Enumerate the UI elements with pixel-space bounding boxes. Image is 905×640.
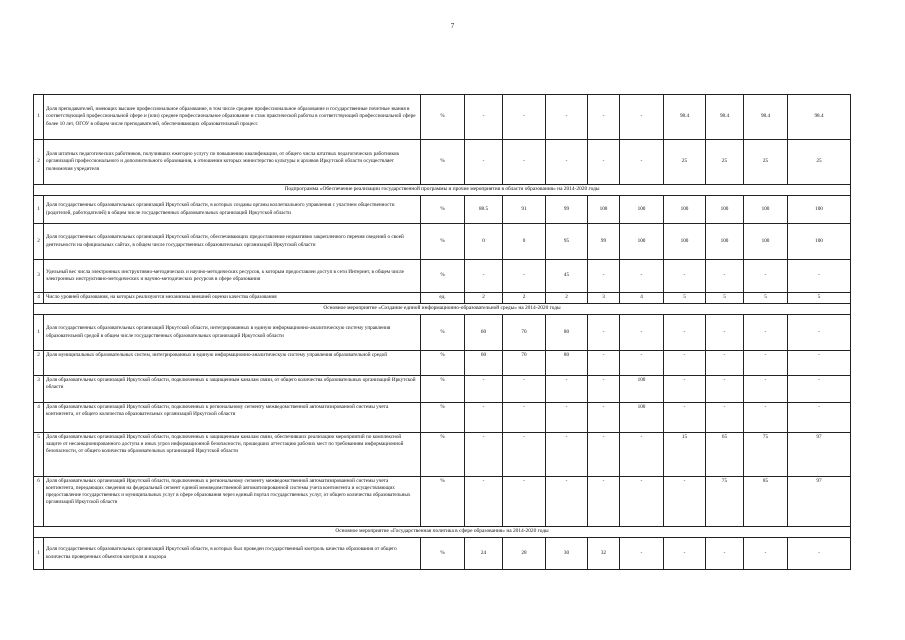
value-cell: 95 xyxy=(546,224,588,260)
value-cell: 30 xyxy=(546,538,588,570)
value-cell: - xyxy=(503,477,546,527)
value-cell: - xyxy=(546,477,588,527)
value-cell: - xyxy=(706,403,744,433)
table-body xyxy=(34,95,851,570)
value-cell: - xyxy=(588,433,620,477)
value-cell: - xyxy=(788,260,851,293)
value-cell: 100 xyxy=(744,224,788,260)
value-cell: - xyxy=(503,140,546,185)
row-number-cell: 2 xyxy=(34,351,44,376)
value-cell: 85 xyxy=(744,477,788,527)
value-cell: - xyxy=(744,315,788,351)
value-cell: 97 xyxy=(788,477,851,527)
value-cell: - xyxy=(546,433,588,477)
row-number-cell: 4 xyxy=(34,293,44,304)
table-row xyxy=(34,293,851,304)
unit-cell: % xyxy=(421,351,465,376)
value-cell: - xyxy=(664,351,706,376)
value-cell: 98.4 xyxy=(788,95,851,140)
value-cell: 99 xyxy=(588,224,620,260)
row-number-cell: 3 xyxy=(34,376,44,403)
value-cell: 75 xyxy=(744,433,788,477)
value-cell: - xyxy=(588,315,620,351)
section-title: Основное мероприятие «Создание единой информационно-образовательной среды» на 2014-2020 годы xyxy=(34,304,851,315)
value-cell: - xyxy=(620,351,664,376)
value-cell: 60 xyxy=(465,351,503,376)
value-cell: - xyxy=(620,315,664,351)
value-cell: - xyxy=(465,477,503,527)
value-cell: 25 xyxy=(744,140,788,185)
page-number: 7 xyxy=(450,22,455,30)
value-cell: - xyxy=(503,260,546,293)
value-cell: 3 xyxy=(588,293,620,304)
value-cell: - xyxy=(588,140,620,185)
table-row xyxy=(34,140,851,185)
unit-cell: % xyxy=(421,376,465,403)
value-cell: 0 xyxy=(503,224,546,260)
unit-cell: ед. xyxy=(421,293,465,304)
value-cell: - xyxy=(503,376,546,403)
section-header-row xyxy=(34,527,851,538)
value-cell: - xyxy=(664,260,706,293)
value-cell: - xyxy=(788,403,851,433)
section-title: Основное мероприятие «Государственная политика в сфере образования» на 2014-2020 годы xyxy=(34,527,851,538)
value-cell: 80 xyxy=(546,315,588,351)
value-cell: - xyxy=(546,376,588,403)
value-cell: 98.4 xyxy=(664,95,706,140)
value-cell: 25 xyxy=(664,140,706,185)
value-cell: - xyxy=(588,95,620,140)
value-cell: 100 xyxy=(620,403,664,433)
value-cell: 80 xyxy=(546,351,588,376)
value-cell: - xyxy=(465,403,503,433)
unit-cell: % xyxy=(421,477,465,527)
value-cell: - xyxy=(503,403,546,433)
value-cell: - xyxy=(546,95,588,140)
value-cell: - xyxy=(664,403,706,433)
value-cell: - xyxy=(706,376,744,403)
table-row xyxy=(34,351,851,376)
value-cell: 100 xyxy=(706,196,744,224)
value-cell: 24 xyxy=(465,538,503,570)
unit-cell: % xyxy=(421,260,465,293)
unit-cell: % xyxy=(421,140,465,185)
value-cell: 100 xyxy=(620,224,664,260)
value-cell: 4 xyxy=(620,293,664,304)
value-cell: 100 xyxy=(588,196,620,224)
value-cell: 100 xyxy=(664,196,706,224)
value-cell: 91 xyxy=(503,196,546,224)
value-cell: - xyxy=(465,260,503,293)
value-cell: - xyxy=(546,403,588,433)
value-cell: 100 xyxy=(788,224,851,260)
table-row xyxy=(34,477,851,527)
value-cell: 98.4 xyxy=(706,95,744,140)
value-cell: - xyxy=(465,140,503,185)
table-row xyxy=(34,403,851,433)
value-cell: - xyxy=(588,260,620,293)
value-cell: - xyxy=(706,538,744,570)
value-cell: 75 xyxy=(706,477,744,527)
indicator-name-cell: Доля государственных образовательных организаций Иркутской области, в которых был проведен государственный контроль качества образования от общего количества проверенных объектов контроля и надзора xyxy=(44,538,421,570)
table-row xyxy=(34,376,851,403)
value-cell: - xyxy=(546,140,588,185)
section-title: Подпрограмма «Обеспечение реализации государственной программы и прочие мероприятия в области образования» на 2014-2020 годы xyxy=(34,185,851,196)
indicator-name-cell: Доля образовательных организаций Иркутской области, подключенных к защищенным каналам связи, от общего количества образовательных организаций Иркутской области xyxy=(44,376,421,403)
row-number-cell: 2 xyxy=(34,140,44,185)
value-cell: 60 xyxy=(465,315,503,351)
indicator-name-cell: Доля образовательных организаций Иркутской области, подключенных к защищенным каналам связи, обеспечивших реализацию мероприятий по комплексной защите от несанкционированного доступа и иных угроз информационной безопасности, прошедших аттестацию рабочих мест по требованиям информационной безопасности, от общего количества образовательных организаций Иркутской области xyxy=(44,433,421,477)
value-cell: 25 xyxy=(706,140,744,185)
indicators-table xyxy=(33,94,851,570)
value-cell: 100 xyxy=(706,224,744,260)
table-row xyxy=(34,196,851,224)
value-cell: 98.4 xyxy=(744,95,788,140)
value-cell: - xyxy=(588,477,620,527)
value-cell: - xyxy=(620,260,664,293)
table-row xyxy=(34,538,851,570)
value-cell: - xyxy=(706,315,744,351)
value-cell: - xyxy=(620,538,664,570)
value-cell: 100 xyxy=(620,376,664,403)
unit-cell: % xyxy=(421,403,465,433)
value-cell: - xyxy=(664,538,706,570)
row-number-cell: 1 xyxy=(34,315,44,351)
value-cell: - xyxy=(588,351,620,376)
unit-cell: % xyxy=(421,95,465,140)
indicator-name-cell: Доля государственных образовательных организаций Иркутской области, в которых созданы органы коллегиального управления с участием общественности (родителей, работодателей) в общем числе государственных образовательных организаций Иркутской области xyxy=(44,196,421,224)
section-header-row xyxy=(34,304,851,315)
value-cell: 88.5 xyxy=(465,196,503,224)
indicator-name-cell: Доля образовательных организаций Иркутской области, подключенных к региональному сегменту межведомственной автоматизированной системы учета контингента, от общего количества образовательных организаций Иркутской области xyxy=(44,403,421,433)
value-cell: 0 xyxy=(465,224,503,260)
value-cell: - xyxy=(744,403,788,433)
row-number-cell: 1 xyxy=(34,538,44,570)
unit-cell: % xyxy=(421,196,465,224)
table-row xyxy=(34,95,851,140)
value-cell: - xyxy=(664,477,706,527)
value-cell: 97 xyxy=(788,433,851,477)
value-cell: - xyxy=(744,538,788,570)
row-number-cell: 2 xyxy=(34,224,44,260)
value-cell: 2 xyxy=(503,293,546,304)
value-cell: 100 xyxy=(620,196,664,224)
row-number-cell: 1 xyxy=(34,196,44,224)
indicator-name-cell: Доля образовательных организаций Иркутской области, подключенных к региональному сегменту межведомственной автоматизированной системы учета контингента, передающих сведения на федеральный сегмент единой межведомственной автоматизированной системы учета контингента и осуществляющих предоставление государственных и муниципальных услуг в сфере образования через единый портал государственных услуг, от общего количества образовательных организаций Иркутской области xyxy=(44,477,421,527)
value-cell: 5 xyxy=(706,293,744,304)
value-cell: - xyxy=(588,403,620,433)
indicator-name-cell: Удельный вес числа электронных инструктивно-методических и научно-методических ресурсов, к которым предоставлен доступ в сети Интернет, в общем числе электронных инструктивно-методических и научно-методических ресурсов в сфере образования xyxy=(44,260,421,293)
value-cell: - xyxy=(503,95,546,140)
value-cell: - xyxy=(788,538,851,570)
value-cell: - xyxy=(465,376,503,403)
value-cell: - xyxy=(588,376,620,403)
value-cell: - xyxy=(620,433,664,477)
value-cell: 100 xyxy=(664,224,706,260)
value-cell: - xyxy=(620,95,664,140)
value-cell: 2 xyxy=(465,293,503,304)
row-number-cell: 1 xyxy=(34,95,44,140)
table-row xyxy=(34,433,851,477)
value-cell: 70 xyxy=(503,315,546,351)
indicator-name-cell: Доля муниципальных образовательных систем, интегрированных в единую информационно-аналитическую систему управления образовательной средой xyxy=(44,351,421,376)
value-cell: 5 xyxy=(788,293,851,304)
value-cell: 100 xyxy=(744,196,788,224)
value-cell: 45 xyxy=(546,260,588,293)
table-row xyxy=(34,315,851,351)
section-header-row xyxy=(34,185,851,196)
value-cell: - xyxy=(744,376,788,403)
unit-cell: % xyxy=(421,315,465,351)
value-cell: 65 xyxy=(706,433,744,477)
value-cell: - xyxy=(744,260,788,293)
indicator-name-cell: Доля преподавателей, имеющих высшее профессиональное образование, в том числе среднее профессиональное образование и государственные почетные звания в соответствующей профессиональной сфере и (или) среднее профессиональное образование и стаж практической работы в соответствующей профессиональной сфере более 10 лет, ОГОУ в общем числе преподавателей, обеспечивающих образовательный процесс xyxy=(44,95,421,140)
value-cell: - xyxy=(664,315,706,351)
unit-cell: % xyxy=(421,538,465,570)
value-cell: - xyxy=(620,140,664,185)
row-number-cell: 4 xyxy=(34,403,44,433)
value-cell: 5 xyxy=(744,293,788,304)
value-cell: - xyxy=(465,95,503,140)
value-cell: 100 xyxy=(788,196,851,224)
indicator-name-cell: Доля государственных образовательных организаций Иркутской области, обеспечивающих предоставление нормативно закрепленного перечня сведений о своей деятельности на официальных сайтах, в общем числе государственных образовательных организаций Иркутской области xyxy=(44,224,421,260)
unit-cell: % xyxy=(421,224,465,260)
value-cell: 15 xyxy=(664,433,706,477)
value-cell: - xyxy=(744,351,788,376)
value-cell: - xyxy=(620,477,664,527)
unit-cell: % xyxy=(421,433,465,477)
row-number-cell: 5 xyxy=(34,433,44,477)
row-number-cell: 6 xyxy=(34,477,44,527)
indicator-name-cell: Доля государственных образовательных организаций Иркутской области, интегрированных в единую информационно-аналитическую систему управления образовательной средой в общем числе государственных образовательных организаций Иркутской области xyxy=(44,315,421,351)
indicator-name-cell: Число уровней образования, на которых реализуются механизмы внешней оценки качества образования xyxy=(44,293,421,304)
value-cell: 25 xyxy=(788,140,851,185)
indicator-name-cell: Доля штатных педагогических работников, получивших ежегодно услугу по повышению квалификации, от общего числа штатных педагогических работников организаций профессионального и дополнительного образования, в отношении которых министерство культуры и архивов Иркутской области осуществляет полномочия учредителя xyxy=(44,140,421,185)
value-cell: - xyxy=(706,260,744,293)
value-cell: - xyxy=(788,315,851,351)
value-cell: - xyxy=(706,351,744,376)
value-cell: 70 xyxy=(503,351,546,376)
value-cell: - xyxy=(788,376,851,403)
value-cell: - xyxy=(664,376,706,403)
row-number-cell: 3 xyxy=(34,260,44,293)
value-cell: 5 xyxy=(664,293,706,304)
value-cell: 99 xyxy=(546,196,588,224)
value-cell: 32 xyxy=(588,538,620,570)
value-cell: - xyxy=(503,433,546,477)
table-row xyxy=(34,260,851,293)
table-row xyxy=(34,224,851,260)
value-cell: - xyxy=(465,433,503,477)
value-cell: 2 xyxy=(546,293,588,304)
value-cell: - xyxy=(788,351,851,376)
value-cell: 28 xyxy=(503,538,546,570)
